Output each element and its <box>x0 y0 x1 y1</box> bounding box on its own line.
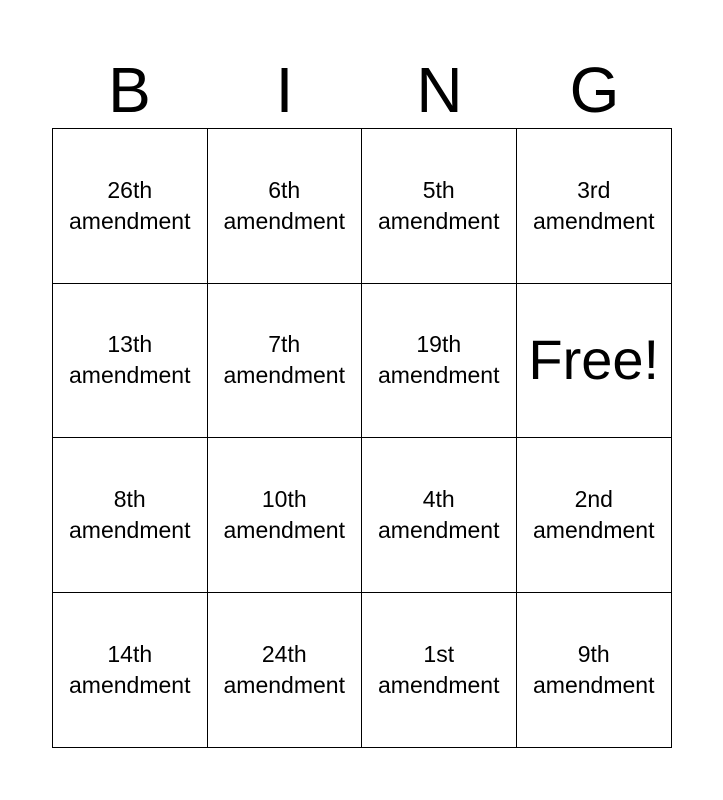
bingo-cell: 3rd amendment <box>517 129 672 284</box>
bingo-grid <box>52 128 672 748</box>
header-letter-i: I <box>275 54 294 126</box>
header-letter-b: B <box>108 54 151 126</box>
bingo-header <box>52 52 672 128</box>
bingo-cell: 8th amendment <box>53 438 208 593</box>
bingo-cell: 2nd amendment <box>517 438 672 593</box>
bingo-cell: 14th amendment <box>53 593 208 748</box>
bingo-cell: 1st amendment <box>362 593 517 748</box>
bingo-cell: 5th amendment <box>362 129 517 284</box>
bingo-cell: 6th amendment <box>208 129 363 284</box>
bingo-cell: 4th amendment <box>362 438 517 593</box>
header-letter-n: N <box>416 54 463 126</box>
bingo-cell: 26th amendment <box>53 129 208 284</box>
bingo-cell: 9th amendment <box>533 640 655 698</box>
bingo-cell: 7th amendment <box>208 284 363 439</box>
header-letter-g: G <box>569 54 620 126</box>
free-space-cell: Free! <box>517 284 672 439</box>
bingo-cell: 19th amendment <box>362 284 517 439</box>
bingo-cell: 13th amendment <box>53 284 208 439</box>
bingo-cell: 10th amendment <box>208 438 363 593</box>
bingo-cell: 24th amendment <box>208 593 363 748</box>
